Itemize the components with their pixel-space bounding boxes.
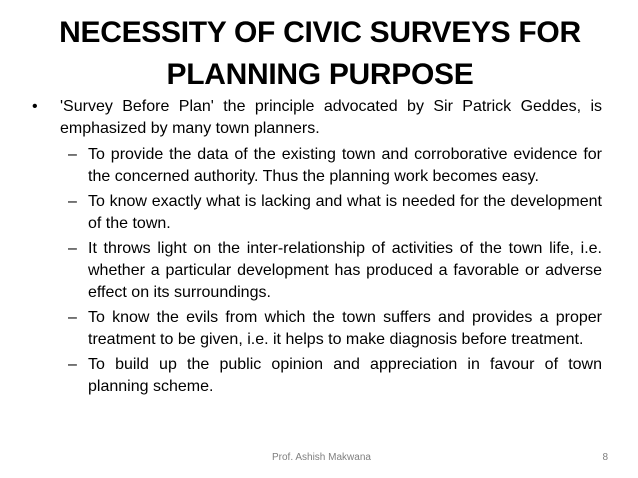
dash-marker: – bbox=[68, 309, 77, 326]
sub-point bbox=[32, 354, 602, 398]
dash-marker: – bbox=[68, 193, 77, 210]
sub-point bbox=[32, 238, 602, 304]
slide-title bbox=[30, 12, 610, 96]
sub-point-text: It throws light on the inter-relationship of activities of the town life, i.e. whether a particular development has produced a favorable or adverse effect on its surroundings. bbox=[88, 240, 602, 301]
main-bullet bbox=[32, 96, 602, 140]
sub-point-text: To provide the data of the existing town and corroborative evidence for the concerned authority. Thus the planning work becomes easy. bbox=[88, 146, 602, 185]
sub-point bbox=[32, 191, 602, 235]
page-number: 8 bbox=[602, 452, 608, 463]
title-line-1: NECESSITY OF CIVIC SURVEYS FOR bbox=[59, 16, 581, 49]
sub-point bbox=[32, 144, 602, 188]
main-bullet-text: 'Survey Before Plan' the principle advocated by Sir Patrick Geddes, is emphasized by many town planners. bbox=[60, 98, 602, 137]
sub-point-text: To know the evils from which the town suffers and provides a proper treatment to be given, i.e. it helps to make diagnosis before treatment. bbox=[88, 309, 602, 348]
bullet-marker: • bbox=[32, 98, 38, 115]
sub-point-text: To know exactly what is lacking and what is needed for the development of the town. bbox=[88, 193, 602, 232]
dash-marker: – bbox=[68, 240, 77, 257]
title-line-2: PLANNING PURPOSE bbox=[166, 58, 474, 91]
footer-author: Prof. Ashish Makwana bbox=[272, 452, 371, 463]
dash-marker: – bbox=[68, 356, 77, 373]
sub-point-list bbox=[32, 144, 602, 398]
slide-content bbox=[32, 96, 602, 401]
dash-marker: – bbox=[68, 146, 77, 163]
sub-point bbox=[32, 307, 602, 351]
sub-point-text: To build up the public opinion and appreciation in favour of town planning scheme. bbox=[88, 356, 602, 395]
